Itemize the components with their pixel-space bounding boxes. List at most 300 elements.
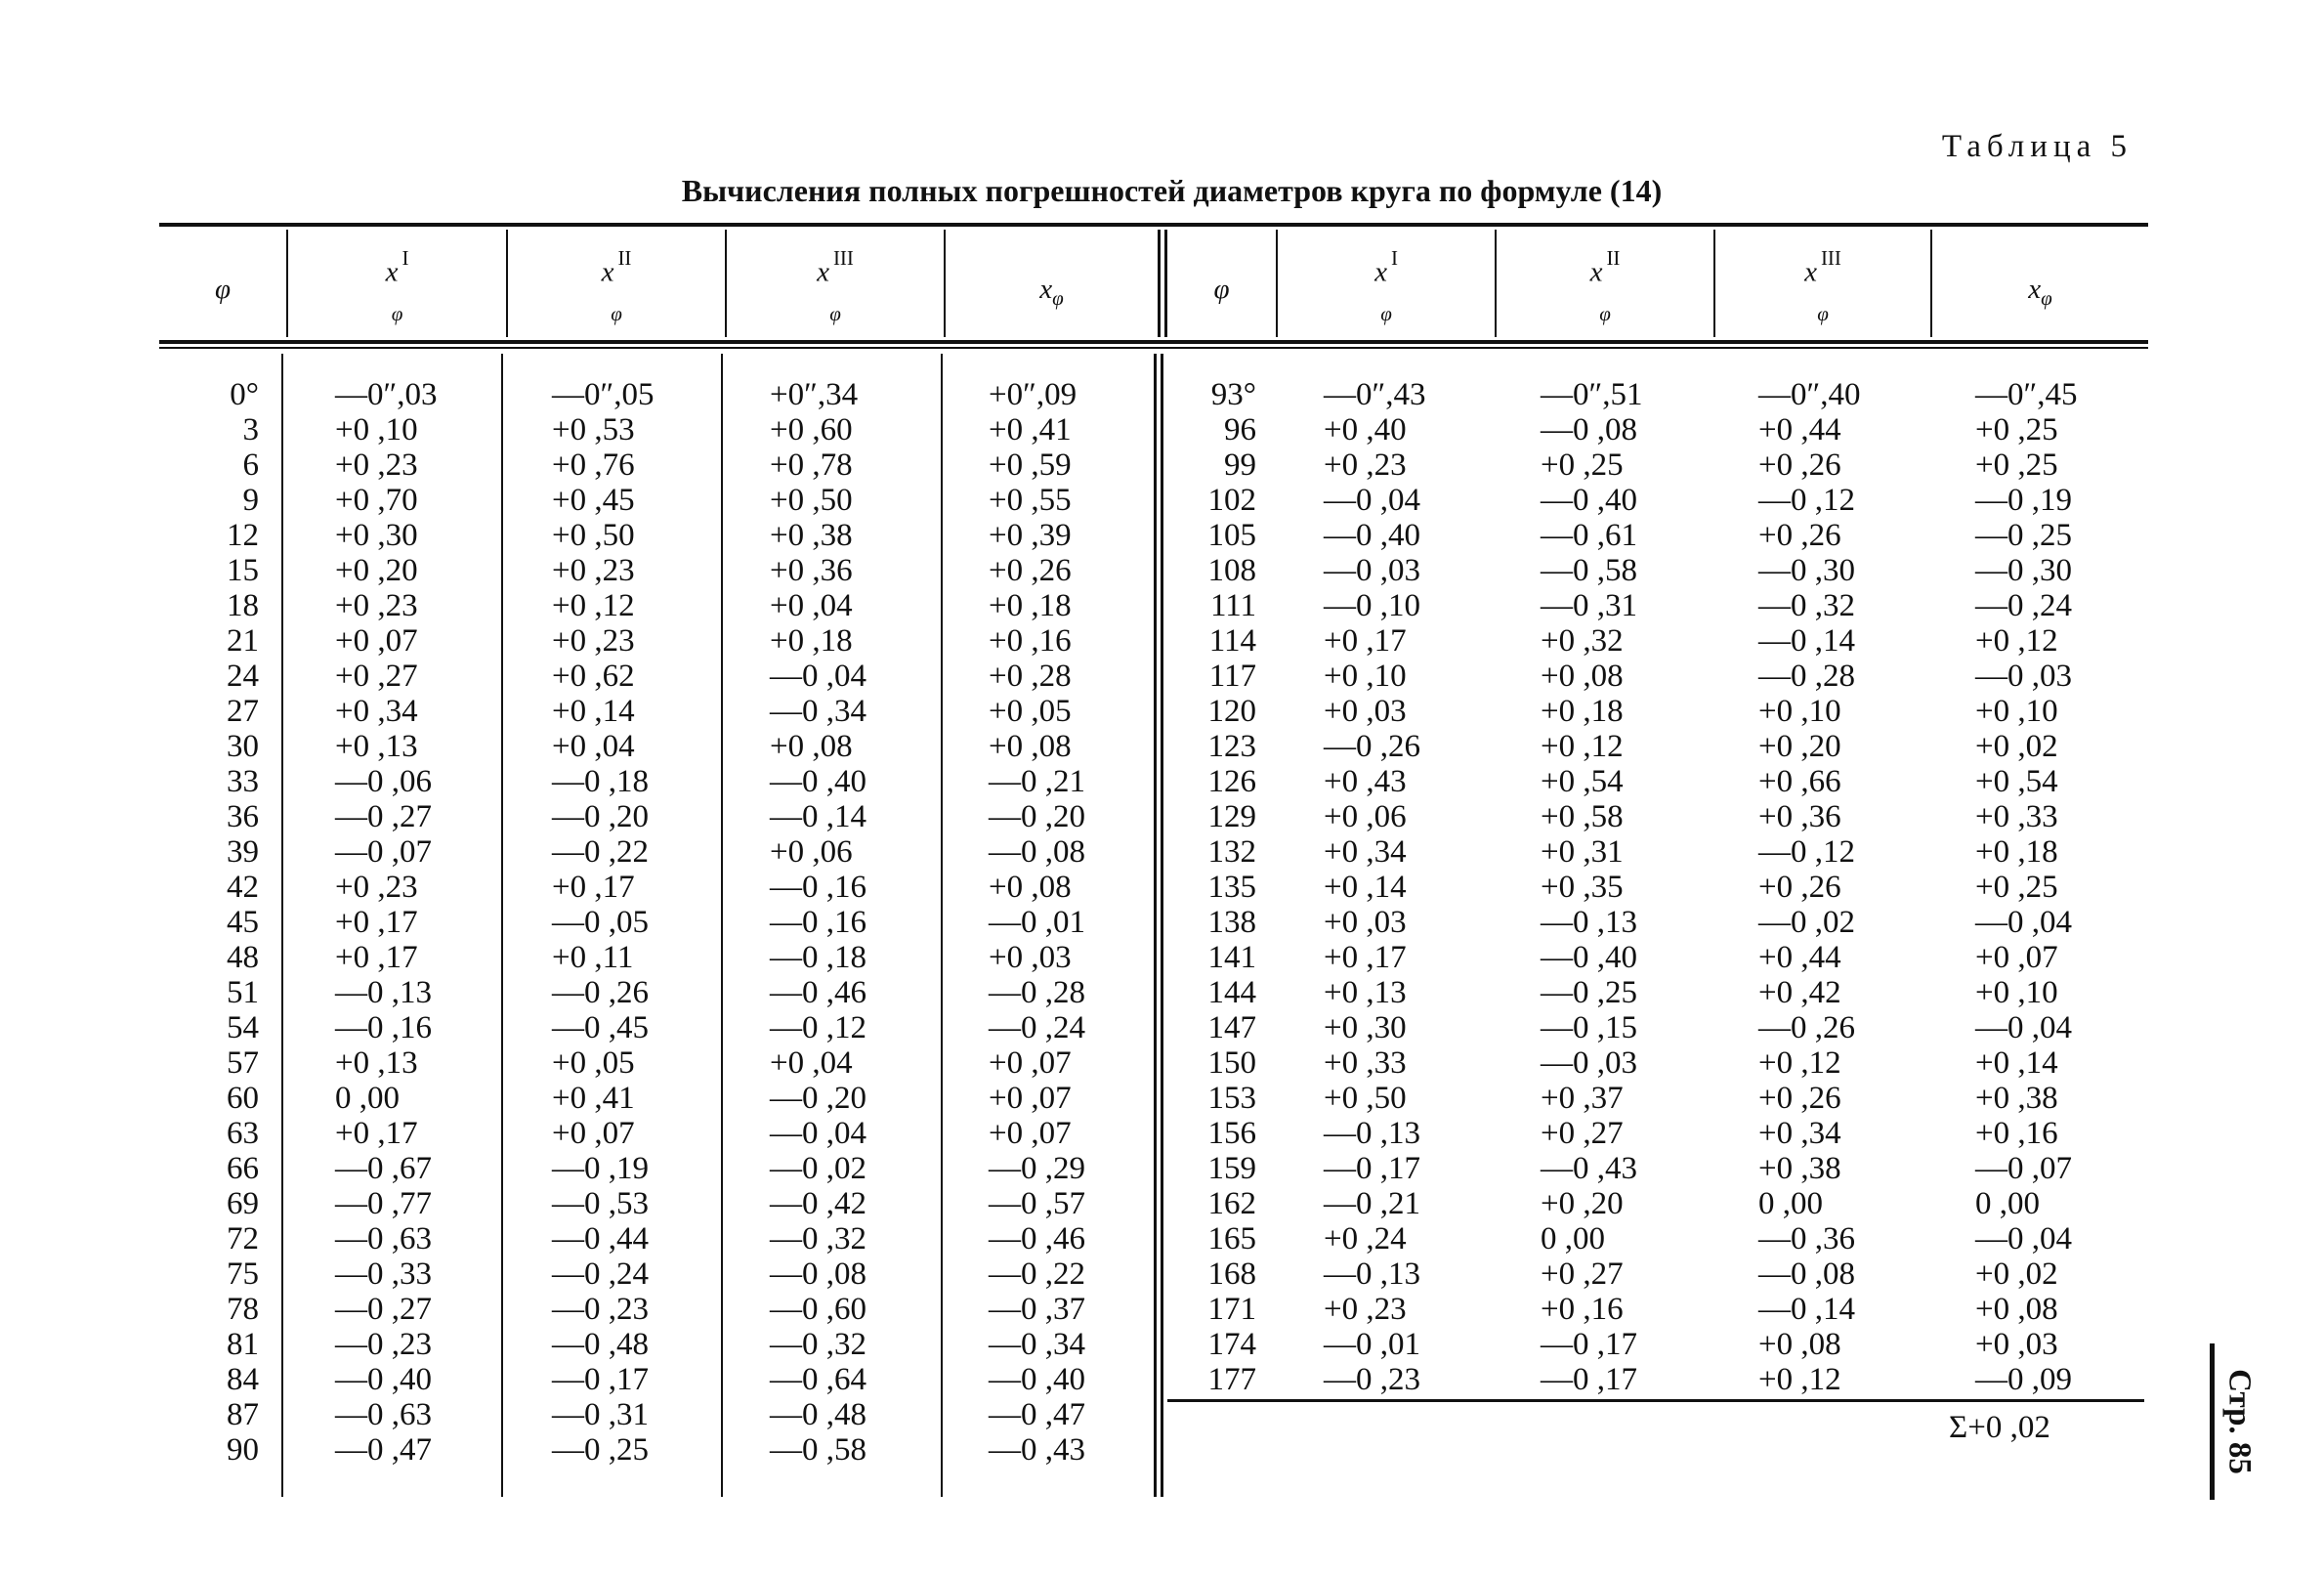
table-cell: +0 ,26 (989, 553, 1072, 588)
table-cell: —0 ,23 (1324, 1362, 1420, 1397)
table-cell: —0 ,08 (770, 1257, 866, 1292)
table-cell: +0 ,08 (989, 729, 1072, 764)
table-cell: —0 ,14 (770, 799, 866, 834)
table-cell: 54 (227, 1010, 259, 1045)
table-cell: +0 ,23 (552, 553, 635, 588)
right-bottom-rule (1167, 1399, 2144, 1402)
table-cell: 165 (1207, 1221, 1256, 1257)
table-cell: —0 ,43 (1541, 1151, 1637, 1186)
column-phi (1168, 377, 1256, 1397)
table-cell: 9 (242, 483, 259, 518)
table-cell: 144 (1207, 975, 1256, 1010)
table-cell: —0 ,32 (1758, 588, 1855, 623)
table-cell: +0 ,23 (335, 588, 418, 623)
table-cell: —0″,40 (1758, 377, 1861, 412)
table-cell: 138 (1207, 905, 1256, 940)
table-cell: 0 ,00 (335, 1081, 400, 1116)
table-cell: —0 ,24 (552, 1257, 649, 1292)
table-cell: —0 ,40 (335, 1362, 432, 1397)
table-cell: —0 ,33 (335, 1257, 432, 1292)
table-cell: +0 ,06 (770, 834, 853, 870)
column-x1 (335, 377, 491, 1468)
table-cell: 57 (227, 1045, 259, 1081)
table-cell: —0 ,26 (1758, 1010, 1855, 1045)
table-cell: 120 (1207, 694, 1256, 729)
table-cell: 45 (227, 905, 259, 940)
table-cell: —0 ,44 (552, 1221, 649, 1257)
table-cell: +0 ,17 (1324, 623, 1407, 659)
table-cell: 177 (1207, 1362, 1256, 1397)
header-x1: x $^I$ $_\varphi$ (385, 246, 409, 325)
table-cell: —0 ,17 (552, 1362, 649, 1397)
table-cell: 162 (1207, 1186, 1256, 1221)
table-cell: —0 ,04 (1324, 483, 1420, 518)
table-cell: —0 ,57 (989, 1186, 1085, 1221)
table-cell: +0 ,54 (1541, 764, 1624, 799)
table-cell: 30 (227, 729, 259, 764)
table-cell: —0 ,58 (770, 1432, 866, 1468)
table-cell: +0 ,55 (989, 483, 1072, 518)
table-cell: —0 ,40 (770, 764, 866, 799)
table-cell: +0 ,38 (770, 518, 853, 553)
table-cell: 105 (1207, 518, 1256, 553)
table-cell: +0 ,62 (552, 659, 635, 694)
table-cell: —0 ,19 (1975, 483, 2072, 518)
table-cell: +0 ,10 (335, 412, 418, 447)
table-cell: +0 ,16 (1975, 1116, 2058, 1151)
table-cell: 132 (1207, 834, 1256, 870)
table-cell: —0 ,07 (335, 834, 432, 870)
table-cell: —0 ,04 (770, 1116, 866, 1151)
table-cell: —0 ,17 (1324, 1151, 1420, 1186)
table-cell: +0 ,38 (1975, 1081, 2058, 1116)
table-cell: —0 ,40 (1541, 483, 1637, 518)
table-cell: +0 ,04 (552, 729, 635, 764)
header-x: $x_\varphi$ (1039, 274, 1064, 310)
table-cell: +0 ,20 (1758, 729, 1841, 764)
table-cell: —0″,43 (1324, 377, 1426, 412)
table-cell: +0 ,38 (1758, 1151, 1841, 1186)
table-cell: 48 (227, 940, 259, 975)
table-cell: —0 ,23 (552, 1292, 649, 1327)
table-cell: +0 ,14 (1324, 870, 1407, 905)
table-cell: +0 ,24 (1324, 1221, 1407, 1257)
table-cell: +0 ,34 (335, 694, 418, 729)
table-cell: —0 ,13 (1324, 1116, 1420, 1151)
table-cell: —0 ,25 (1975, 518, 2072, 553)
table-cell: +0 ,18 (1541, 694, 1624, 729)
table-cell: +0 ,12 (1758, 1362, 1841, 1397)
table-cell: 147 (1207, 1010, 1256, 1045)
table-cell: —0 ,03 (1975, 659, 2072, 694)
col-divider-double (1154, 354, 1157, 1497)
header-rule (159, 340, 2148, 344)
table-cell: +0 ,12 (1541, 729, 1624, 764)
table-cell: 24 (227, 659, 259, 694)
table-cell: 51 (227, 975, 259, 1010)
table-cell: +0 ,50 (552, 518, 635, 553)
table-cell: —0 ,01 (989, 905, 1085, 940)
table-cell: +0 ,12 (1758, 1045, 1841, 1081)
table-cell: —0 ,45 (552, 1010, 649, 1045)
table-cell: +0 ,31 (1541, 834, 1624, 870)
table-cell: —0 ,04 (1975, 1010, 2072, 1045)
table-cell: +0 ,44 (1758, 412, 1841, 447)
table-cell: 135 (1207, 870, 1256, 905)
top-rule (159, 223, 2148, 227)
table-cell: +0 ,37 (1541, 1081, 1624, 1116)
table-cell: —0″,05 (552, 377, 655, 412)
table-cell: —0 ,40 (1541, 940, 1637, 975)
header-phi: φ (1213, 274, 1230, 305)
header-x2: x $^{II}$ $_\varphi$ (601, 246, 632, 325)
table-cell: +0 ,04 (770, 1045, 853, 1081)
table-cell: +0 ,02 (1975, 729, 2058, 764)
table-cell: —0 ,30 (1758, 553, 1855, 588)
table-cell: —0 ,42 (770, 1186, 866, 1221)
table-cell: 93° (1210, 377, 1256, 412)
header-x3: x $^{III}$ $_\varphi$ (1804, 246, 1841, 325)
table-cell: 12 (227, 518, 259, 553)
table-cell: 18 (227, 588, 259, 623)
table-cell: —0 ,12 (770, 1010, 866, 1045)
table-cell: 171 (1207, 1292, 1256, 1327)
table-cell: —0 ,07 (1975, 1151, 2072, 1186)
table-cell: +0 ,18 (770, 623, 853, 659)
table-cell: +0 ,14 (552, 694, 635, 729)
table-cell: +0 ,60 (770, 412, 853, 447)
table-cell: +0 ,23 (552, 623, 635, 659)
table-cell: +0 ,43 (1324, 764, 1407, 799)
table-cell: +0 ,08 (1975, 1292, 2058, 1327)
table-cell: —0 ,46 (770, 975, 866, 1010)
table-cell: —0 ,05 (552, 905, 649, 940)
table-cell: +0 ,54 (1975, 764, 2058, 799)
table-cell: +0 ,07 (989, 1081, 1072, 1116)
table-cell: —0 ,16 (770, 870, 866, 905)
table-cell: 21 (227, 623, 259, 659)
table-cell: +0 ,30 (1324, 1010, 1407, 1045)
table-cell: +0 ,08 (989, 870, 1072, 905)
table-cell: +0 ,59 (989, 447, 1072, 483)
table-cell: —0 ,18 (770, 940, 866, 975)
table-cell: —0 ,15 (1541, 1010, 1637, 1045)
table-cell: —0 ,04 (770, 659, 866, 694)
table-cell: —0 ,60 (770, 1292, 866, 1327)
table-cell: +0 ,78 (770, 447, 853, 483)
col-divider (721, 354, 723, 1497)
table-cell: +0 ,41 (989, 412, 1072, 447)
table-cell: —0 ,02 (1758, 905, 1855, 940)
table-cell: +0 ,50 (770, 483, 853, 518)
table-cell: +0 ,13 (1324, 975, 1407, 1010)
table-cell: 87 (227, 1397, 259, 1432)
table-cell: +0 ,07 (1975, 940, 2058, 975)
table-cell: —0 ,09 (1975, 1362, 2072, 1397)
table-cell: 159 (1207, 1151, 1256, 1186)
table-cell: —0 ,28 (1758, 659, 1855, 694)
table-cell: +0 ,26 (1758, 870, 1841, 905)
table-cell: +0 ,36 (770, 553, 853, 588)
table-cell: 36 (227, 799, 259, 834)
table-cell: —0 ,21 (989, 764, 1085, 799)
table-cell: +0 ,12 (1975, 623, 2058, 659)
table-cell: +0 ,53 (552, 412, 635, 447)
table-cell: —0 ,12 (1758, 834, 1855, 870)
table-cell: +0 ,18 (989, 588, 1072, 623)
table-cell: +0 ,08 (1758, 1327, 1841, 1362)
table-cell: +0″,34 (770, 377, 859, 412)
col-divider (501, 354, 503, 1497)
table-cell: +0 ,26 (1758, 518, 1841, 553)
table-cell: +0″,09 (989, 377, 1077, 412)
col-divider-double (1161, 354, 1163, 1497)
column-x (1975, 377, 2132, 1397)
table-cell: —0 ,63 (335, 1221, 432, 1257)
table-cell: +0 ,23 (335, 447, 418, 483)
table-cell: —0 ,12 (1758, 483, 1855, 518)
table-cell: —0 ,40 (989, 1362, 1085, 1397)
table-cell: —0 ,34 (989, 1327, 1085, 1362)
table-cell: +0 ,25 (1975, 447, 2058, 483)
table-cell: +0 ,06 (1324, 799, 1407, 834)
table-cell: 111 (1209, 588, 1256, 623)
table-cell: +0 ,70 (335, 483, 418, 518)
table-cell: +0 ,34 (1324, 834, 1407, 870)
table-cell: —0 ,20 (989, 799, 1085, 834)
table-cell: —0 ,31 (552, 1397, 649, 1432)
table-cell: —0 ,08 (1541, 412, 1637, 447)
table-cell: 6 (242, 447, 259, 483)
table-cell: 153 (1207, 1081, 1256, 1116)
table-cell: +0 ,12 (552, 588, 635, 623)
table-cell: 69 (227, 1186, 259, 1221)
table-cell: +0 ,25 (1975, 870, 2058, 905)
table-cell: —0 ,16 (770, 905, 866, 940)
header-phi: φ (214, 274, 232, 305)
table-cell: 168 (1207, 1257, 1256, 1292)
table-cell: +0 ,26 (1758, 1081, 1841, 1116)
column-x2 (1541, 377, 1697, 1397)
table-cell: —0 ,03 (1324, 553, 1420, 588)
table-cell: —0 ,18 (552, 764, 649, 799)
table-cell: —0 ,36 (1758, 1221, 1855, 1257)
table-cell: —0 ,13 (1324, 1257, 1420, 1292)
table-cell: 33 (227, 764, 259, 799)
table-cell: +0 ,32 (1541, 623, 1624, 659)
table-cell: +0 ,36 (1758, 799, 1841, 834)
table-cell: +0 ,17 (335, 940, 418, 975)
table-cell: —0 ,08 (1758, 1257, 1855, 1292)
table-cell: +0 ,07 (989, 1045, 1072, 1081)
table-cell: —0 ,08 (989, 834, 1085, 870)
header-rule-thin (159, 347, 2148, 349)
header-x1: x $^I$ $_\varphi$ (1374, 246, 1398, 325)
table-cell: —0 ,22 (989, 1257, 1085, 1292)
table-cell: —0 ,20 (552, 799, 649, 834)
table-cell: —0 ,32 (770, 1221, 866, 1257)
column-x3 (1758, 377, 1915, 1397)
table-cell: —0 ,22 (552, 834, 649, 870)
table-cell: 78 (227, 1292, 259, 1327)
table-cell: 96 (1224, 412, 1256, 447)
table-cell: +0 ,17 (335, 905, 418, 940)
table-cell: —0″,03 (335, 377, 438, 412)
table-cell: 0 ,00 (1975, 1186, 2040, 1221)
table-cell: —0 ,43 (989, 1432, 1085, 1468)
table-cell: +0 ,44 (1758, 940, 1841, 975)
col-divider-double (1158, 230, 1161, 337)
page-number-bar (2210, 1343, 2215, 1500)
table-cell: —0 ,31 (1541, 588, 1637, 623)
table-cell: —0 ,27 (335, 1292, 432, 1327)
table-cell: +0 ,05 (989, 694, 1072, 729)
table-cell: +0 ,02 (1975, 1257, 2058, 1292)
table-cell: —0 ,02 (770, 1151, 866, 1186)
table-cell: 90 (227, 1432, 259, 1468)
table-cell: —0 ,13 (1541, 905, 1637, 940)
table-cell: —0 ,67 (335, 1151, 432, 1186)
table-cell: —0 ,23 (335, 1327, 432, 1362)
table-cell: +0 ,08 (1541, 659, 1624, 694)
table-cell: +0 ,20 (1541, 1186, 1624, 1221)
table-cell: —0 ,29 (989, 1151, 1085, 1186)
table-cell: +0 ,17 (1324, 940, 1407, 975)
table-cell: 156 (1207, 1116, 1256, 1151)
table-cell: —0 ,47 (989, 1397, 1085, 1432)
table-cell: —0 ,77 (335, 1186, 432, 1221)
table-cell: 84 (227, 1362, 259, 1397)
table-cell: +0 ,50 (1324, 1081, 1407, 1116)
table-cell: 39 (227, 834, 259, 870)
table-cell: +0 ,23 (335, 870, 418, 905)
table-cell: —0 ,47 (335, 1432, 432, 1468)
table-cell: —0 ,17 (1541, 1362, 1637, 1397)
table-cell: —0 ,48 (770, 1397, 866, 1432)
column-phi (156, 377, 259, 1468)
table-cell: 141 (1207, 940, 1256, 975)
table-cell: 42 (227, 870, 259, 905)
table-cell: +0 ,30 (335, 518, 418, 553)
table-cell: +0 ,10 (1975, 694, 2058, 729)
table-cell: +0 ,03 (1324, 905, 1407, 940)
table-cell: 15 (227, 553, 259, 588)
table-cell: +0 ,17 (335, 1116, 418, 1151)
table-cell: +0 ,34 (1758, 1116, 1841, 1151)
table-cell: +0 ,07 (989, 1116, 1072, 1151)
table-cell: —0″,45 (1975, 377, 2078, 412)
table-cell: +0 ,10 (1975, 975, 2058, 1010)
table-cell: 27 (227, 694, 259, 729)
table-cell: —0 ,26 (1324, 729, 1420, 764)
header-x3: x $^{III}$ $_\varphi$ (817, 246, 854, 325)
table-cell: —0 ,24 (1975, 588, 2072, 623)
table-cell: —0 ,46 (989, 1221, 1085, 1257)
table-cell: +0 ,23 (1324, 447, 1407, 483)
table-cell: +0 ,25 (1541, 447, 1624, 483)
table-cell: —0 ,21 (1324, 1186, 1420, 1221)
table-cell: +0 ,11 (552, 940, 634, 975)
table-cell: +0 ,26 (1758, 447, 1841, 483)
table-cell: —0 ,58 (1541, 553, 1637, 588)
table-cell: —0 ,10 (1324, 588, 1420, 623)
table-cell: —0 ,13 (335, 975, 432, 1010)
sum-value: Σ+0 ,02 (1949, 1410, 2050, 1445)
table-cell: 114 (1208, 623, 1256, 659)
table-cell: 60 (227, 1081, 259, 1116)
table-cell: +0 ,03 (989, 940, 1072, 975)
table-cell: 0° (230, 377, 259, 412)
table-cell: +0 ,16 (1541, 1292, 1624, 1327)
table-cell: 126 (1207, 764, 1256, 799)
table-cell: +0 ,42 (1758, 975, 1841, 1010)
page-number: Стр. 85 (2210, 1343, 2268, 1500)
table-cell: +0 ,18 (1975, 834, 2058, 870)
table-cell: +0 ,04 (770, 588, 853, 623)
header-x: $x_\varphi$ (2028, 274, 2052, 310)
table-cell: —0 ,17 (1541, 1327, 1637, 1362)
table-cell: +0 ,14 (1975, 1045, 2058, 1081)
column-x2 (552, 377, 708, 1468)
table-cell: +0 ,05 (552, 1045, 635, 1081)
table-cell: 0 ,00 (1758, 1186, 1823, 1221)
table-cell: —0 ,16 (335, 1010, 432, 1045)
table-cell: —0 ,53 (552, 1186, 649, 1221)
table-cell: 129 (1207, 799, 1256, 834)
table-cell: +0 ,08 (770, 729, 853, 764)
table-cell: 63 (227, 1116, 259, 1151)
table-cell: —0″,51 (1541, 377, 1643, 412)
header-x2: x $^{II}$ $_\varphi$ (1589, 246, 1621, 325)
column-x1 (1324, 377, 1480, 1397)
table-cell: 174 (1207, 1327, 1256, 1362)
column-x3 (770, 377, 926, 1468)
col-divider (941, 354, 943, 1497)
table-cell: +0 ,33 (1975, 799, 2058, 834)
table-cell: +0 ,27 (335, 659, 418, 694)
table-cell: —0 ,04 (1975, 905, 2072, 940)
table-cell: —0 ,37 (989, 1292, 1085, 1327)
table-cell: +0 ,35 (1541, 870, 1624, 905)
table-cell: +0 ,13 (335, 729, 418, 764)
table-cell: +0 ,10 (1324, 659, 1407, 694)
table-cell: +0 ,10 (1758, 694, 1841, 729)
table-cell: +0 ,25 (1975, 412, 2058, 447)
table-cell: —0 ,34 (770, 694, 866, 729)
table-cell: 123 (1207, 729, 1256, 764)
table-cell: —0 ,40 (1324, 518, 1420, 553)
table-title: Вычисления полных погрешностей диаметров круга по формуле (14) (681, 173, 1663, 208)
table-cell: +0 ,33 (1324, 1045, 1407, 1081)
table-cell: 3 (242, 412, 259, 447)
table-cell: —0 ,32 (770, 1327, 866, 1362)
column-x (989, 377, 1145, 1468)
table-cell: —0 ,14 (1758, 1292, 1855, 1327)
table-caption: Таблица 5 (1941, 129, 2133, 164)
table-cell: +0 ,28 (989, 659, 1072, 694)
table-cell: +0 ,27 (1541, 1257, 1624, 1292)
table-cell: +0 ,39 (989, 518, 1072, 553)
table-cell: —0 ,64 (770, 1362, 866, 1397)
table-cell: 66 (227, 1151, 259, 1186)
table-cell: +0 ,03 (1324, 694, 1407, 729)
table-cell: +0 ,41 (552, 1081, 635, 1116)
table-cell: +0 ,07 (335, 623, 418, 659)
table-cell: 117 (1208, 659, 1256, 694)
table-cell: —0 ,03 (1541, 1045, 1637, 1081)
table-cell: +0 ,20 (335, 553, 418, 588)
table-cell: 102 (1207, 483, 1256, 518)
